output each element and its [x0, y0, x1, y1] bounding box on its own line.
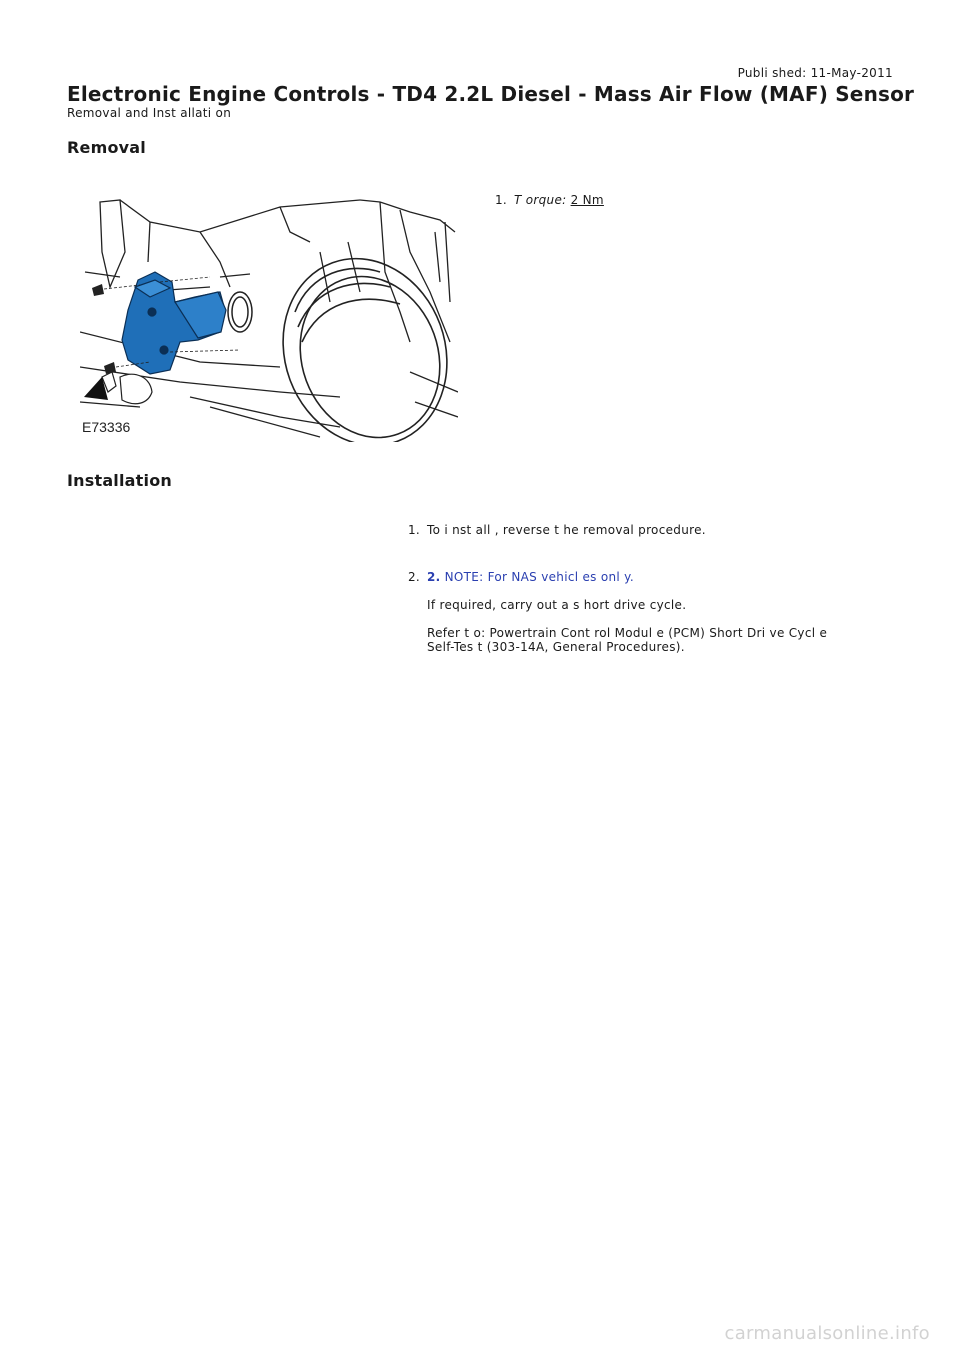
installation-step-text: To i nst all , reverse t he removal procedure. [427, 523, 706, 537]
page-title: Electronic Engine Controls - TD4 2.2L Diesel - Mass Air Flow (MAF) Sensor [67, 82, 915, 106]
torque-value[interactable]: 2 Nm [570, 193, 604, 207]
removal-heading: Removal [67, 138, 146, 157]
installation-heading: Installation [67, 471, 172, 490]
page-subtitle: Removal and Inst allati on [67, 106, 232, 120]
nas-note [427, 570, 857, 584]
drive-cycle-instruction: If required, carry out a s hort drive cycle. [427, 598, 687, 612]
removal-step-1 [495, 193, 915, 209]
reference-line-2: Self-Tes t (303-14A, General Procedures). [427, 640, 685, 654]
removal-step-number: 1. [495, 193, 508, 207]
watermark: carmanualsonline.info [724, 1323, 930, 1344]
refer-to-reference[interactable] [427, 626, 857, 654]
reference-line-1: Refer t o: Powertrain Cont rol Modul e (PCM) Short Dri ve Cycl e [427, 626, 828, 640]
installation-step-number: 1. [408, 523, 421, 537]
figure-code: E73336 [82, 419, 131, 435]
torque-label: T orque: [514, 193, 567, 207]
note-text: NOTE: For NAS vehicl es onl y. [444, 570, 634, 584]
maf-sensor-illustration [80, 192, 458, 442]
removal-step-body [514, 193, 944, 207]
note-number: 2. [427, 570, 441, 584]
installation-step-2 [408, 570, 888, 680]
installation-step-body [427, 570, 857, 668]
installation-step-number: 2. [408, 570, 421, 584]
published-date: Publi shed: 11-May-2011 [737, 66, 893, 80]
installation-step-1 [408, 523, 888, 539]
